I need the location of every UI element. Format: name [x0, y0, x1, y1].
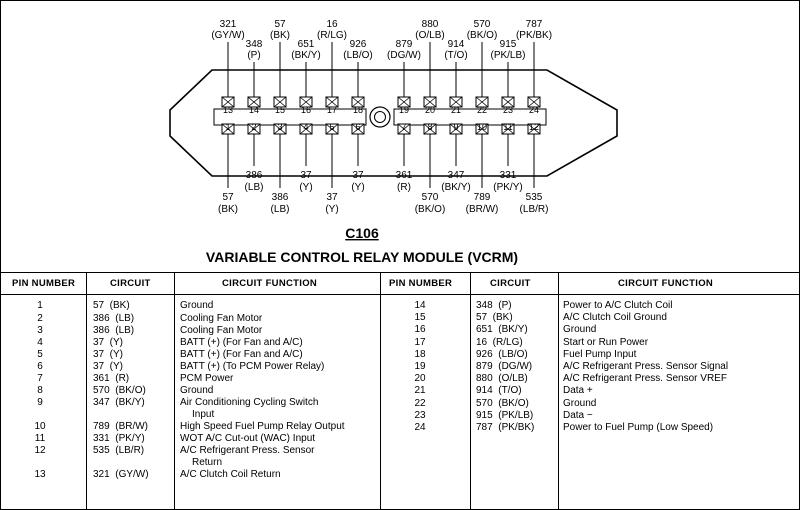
circuit-cell: 880 (O/LB)	[476, 373, 528, 385]
connector-id: C106	[345, 225, 379, 241]
wire-color-label: (BK/Y)	[291, 50, 321, 61]
circuit-cell: 386 (LB)	[93, 313, 135, 324]
function-text: Ground	[563, 324, 597, 336]
circuit-function-cell	[180, 397, 318, 421]
function-text: A/C Refrigerant Press. Sensor	[180, 445, 315, 456]
pin-20	[415, 19, 444, 115]
wire-color-label: (PK/BK)	[515, 30, 553, 41]
function-text: A/C Clutch Coil Return	[180, 469, 281, 480]
pin-table	[0, 272, 800, 509]
function-text: Cooling Fan Motor	[180, 313, 263, 324]
circuit-function-cell	[180, 421, 345, 433]
pin-number-label: 24	[528, 105, 540, 115]
circuit-number-label: 37	[326, 192, 338, 203]
circuit-cell: 915 (PK/LB)	[476, 409, 534, 421]
circuit-cell: 57 (BK)	[476, 312, 513, 324]
pin-number-cell: 22	[414, 397, 426, 409]
pin-2	[245, 122, 264, 193]
pin-number-cell: 6	[37, 361, 43, 372]
circuit-number-label: 926	[349, 39, 367, 50]
circuit-number-label: 386	[245, 170, 263, 181]
pin-number-cell: 8	[37, 385, 43, 396]
wire-color-label: (R)	[397, 182, 411, 193]
circuit-function-cell	[563, 349, 636, 361]
function-text: A/C Clutch Coil Ground	[563, 312, 667, 324]
circuit-cell: 926 (LB/O)	[476, 348, 528, 360]
circuit-function-cell	[180, 349, 303, 361]
pin-14	[246, 39, 263, 115]
header-pin-number: PIN NUMBER	[12, 278, 76, 289]
pin-1	[218, 122, 238, 215]
circuit-function-cell	[180, 373, 233, 385]
pin-number-label: 10	[476, 122, 488, 132]
circuit-cell: 386 (LB)	[93, 325, 135, 336]
wire-color-label: (P)	[247, 50, 261, 61]
table-top-border	[0, 272, 800, 273]
header-circuit-function: CIRCUIT FUNCTION	[618, 278, 714, 289]
pin-number-label: 13	[222, 105, 234, 115]
wire-color-label: (BK/O)	[466, 30, 498, 41]
pin-number-cell: 12	[34, 445, 46, 456]
pin-number-label: 9	[453, 122, 459, 132]
pin-16	[291, 39, 320, 115]
wire-color-label: (BK)	[218, 204, 238, 215]
circuit-number-label: 347	[447, 170, 465, 181]
pin-number-label: 22	[476, 105, 488, 115]
circuit-function-cell	[180, 469, 281, 481]
wire-color-label: (Y)	[351, 182, 365, 193]
circuit-cell: 37 (Y)	[93, 361, 124, 372]
circuit-cell: 535 (LB/R)	[93, 445, 145, 456]
function-text: Ground	[180, 385, 214, 396]
circuit-number-label: 331	[499, 170, 517, 181]
circuit-cell: 348 (P)	[476, 300, 512, 311]
pin-number-cell: 5	[37, 349, 43, 360]
pin-17	[317, 19, 347, 115]
circuit-number-label: 570	[421, 192, 439, 203]
circuit-function-cell	[563, 373, 727, 385]
circuit-function-cell	[180, 385, 213, 397]
circuit-cell: 331 (PK/Y)	[93, 433, 145, 444]
circuit-function-cell	[563, 422, 713, 434]
circuit-number-label: 361	[395, 170, 413, 181]
pin-number-label: 12	[528, 122, 540, 132]
pin-number-cell: 15	[414, 312, 426, 324]
pin-number-cell: 21	[414, 385, 426, 397]
function-text: Power to A/C Clutch Coil	[563, 300, 673, 311]
circuit-cell: 570 (BK/O)	[476, 397, 529, 409]
header-circuit: CIRCUIT	[490, 278, 531, 289]
function-text: High Speed Fuel Pump Relay Output	[180, 421, 345, 432]
wire-color-label: (LB)	[270, 204, 290, 215]
pin-number-cell: 13	[34, 469, 46, 480]
circuit-number-label: 880	[421, 19, 439, 30]
circuit-cell: 570 (BK/O)	[93, 385, 146, 396]
pin-18	[343, 39, 372, 115]
wire-color-label: (PK/Y)	[493, 182, 523, 193]
wire-color-label: (BK)	[270, 30, 290, 41]
pin-19	[387, 39, 421, 115]
pin-22	[467, 19, 498, 115]
col-divider	[470, 272, 471, 509]
function-text: BATT (+) (For Fan and A/C)	[180, 349, 303, 360]
module-title: VARIABLE CONTROL RELAY MODULE (VCRM)	[205, 249, 519, 265]
pin-number-label: 1	[225, 122, 231, 132]
pin-9	[441, 122, 470, 193]
circuit-function-cell	[563, 337, 648, 349]
wire-color-label: (Y)	[299, 182, 313, 193]
wire-color-label: (BK/O)	[414, 204, 446, 215]
circuit-cell: 914 (T/O)	[476, 385, 522, 397]
circuit-function-cell	[563, 361, 728, 373]
circuit-function-cell	[563, 398, 596, 410]
pin-number-cell: 17	[414, 336, 426, 348]
circuit-function-cell	[180, 325, 262, 337]
function-text: Data −	[563, 409, 593, 421]
pin-number-label: 14	[248, 105, 260, 115]
circuit-function-cell	[180, 433, 315, 445]
circuit-function-cell	[563, 385, 593, 397]
circuit-function-cell	[563, 324, 596, 336]
col-divider	[380, 272, 381, 509]
pin-24	[516, 19, 552, 115]
circuit-number-label: 321	[219, 19, 237, 30]
function-text-continued: Return	[192, 457, 223, 468]
pin-number-cell: 24	[414, 422, 426, 433]
circuit-cell: 321 (GY/W)	[93, 469, 149, 480]
pin-number-label: 4	[303, 122, 309, 132]
circuit-number-label: 57	[222, 192, 234, 203]
wire-color-label: (LB)	[244, 182, 264, 193]
col-divider	[86, 272, 87, 509]
pin-number-cell: 4	[37, 337, 43, 348]
circuit-number-label: 570	[473, 19, 491, 30]
wire-color-label: (LB/O)	[343, 50, 373, 61]
circuit-number-label: 348	[245, 39, 263, 50]
circuit-number-label: 915	[499, 39, 517, 50]
pin-15	[270, 19, 290, 115]
pin-7	[396, 122, 413, 193]
function-text: Power to Fuel Pump (Low Speed)	[563, 422, 714, 433]
pin-number-label: 6	[355, 122, 361, 132]
circuit-number-label: 651	[297, 39, 315, 50]
circuit-number-label: 57	[274, 19, 286, 30]
pin-number-label: 2	[251, 122, 257, 132]
circuit-cell: 37 (Y)	[93, 349, 124, 360]
function-text: Fuel Pump Input	[563, 348, 637, 360]
pin-number-label: 3	[277, 122, 283, 132]
function-text: Start or Run Power	[563, 336, 649, 348]
wire-color-label: (BR/W)	[465, 204, 499, 215]
circuit-function-cell	[563, 300, 673, 312]
function-text: Data +	[563, 385, 593, 397]
circuit-number-label: 789	[473, 192, 491, 203]
pin-number-cell: 19	[414, 361, 426, 372]
pin-6	[351, 122, 364, 193]
circuit-function-cell	[180, 313, 262, 325]
circuit-cell: 37 (Y)	[93, 337, 124, 348]
function-text: Cooling Fan Motor	[180, 325, 263, 336]
circuit-cell: 347 (BK/Y)	[93, 397, 145, 408]
circuit-function-cell	[563, 410, 593, 422]
center-bolt-outer	[370, 107, 390, 127]
function-text: Ground	[563, 397, 597, 409]
wire-color-label: (DG/W)	[387, 50, 421, 61]
pin-number-label: 16	[300, 105, 312, 115]
function-text: PCM Power	[180, 373, 234, 384]
circuit-cell: 651 (BK/Y)	[476, 324, 528, 336]
pin-number-cell: 14	[414, 300, 426, 311]
circuit-function-cell	[180, 445, 315, 469]
pin-number-label: 5	[329, 122, 335, 132]
function-text: BATT (+) (For Fan and A/C)	[180, 337, 303, 348]
pin-number-cell: 16	[414, 324, 426, 336]
wire-color-label: (GY/W)	[211, 30, 245, 41]
circuit-cell: 787 (PK/BK)	[476, 422, 535, 433]
function-text-continued: Input	[192, 409, 215, 420]
pin-number-label: 17	[326, 105, 338, 115]
function-text: A/C Refrigerant Press. Sensor Signal	[563, 361, 729, 372]
wire-color-label: (LB/R)	[519, 204, 549, 215]
circuit-cell: 879 (DG/W)	[476, 361, 533, 372]
circuit-function-cell	[180, 300, 213, 312]
pin-number-label: 15	[274, 105, 286, 115]
pin-3	[271, 122, 290, 215]
pin-number-cell: 11	[34, 433, 46, 444]
pin-8	[415, 122, 446, 215]
circuit-number-label: 914	[447, 39, 465, 50]
header-pin-number: PIN NUMBER	[389, 278, 453, 289]
function-text: BATT (+) (To PCM Power Relay)	[180, 361, 325, 372]
center-bolt-inner	[375, 112, 386, 123]
pin-number-cell: 2	[37, 313, 43, 324]
header-circuit: CIRCUIT	[110, 278, 151, 289]
circuit-cell: 361 (R)	[93, 373, 130, 384]
circuit-number-label: 535	[525, 192, 543, 203]
pin-13	[211, 19, 244, 115]
pin-10	[466, 122, 499, 215]
circuit-cell: 57 (BK)	[93, 300, 130, 311]
col-divider	[174, 272, 175, 509]
pin-number-label: 20	[424, 105, 436, 115]
function-text: Air Conditioning Cycling Switch	[180, 397, 319, 408]
pin-number-cell: 20	[414, 373, 426, 385]
pin-5	[325, 122, 338, 215]
wire-color-label: (BK/Y)	[441, 182, 471, 193]
pin-12	[520, 122, 549, 215]
circuit-number-label: 787	[525, 19, 543, 30]
pin-number-cell: 7	[37, 373, 43, 384]
table-header-divider	[0, 294, 800, 295]
pin-number-label: 11	[503, 122, 513, 132]
pin-number-cell: 10	[34, 421, 46, 432]
function-text: WOT A/C Cut-out (WAC) Input	[180, 433, 316, 444]
circuit-function-cell	[563, 312, 667, 324]
pin-number-cell: 3	[37, 325, 43, 336]
pin-number-cell: 23	[414, 409, 426, 421]
pin-number-label: 7	[401, 122, 407, 132]
function-text: Ground	[180, 300, 214, 311]
wire-color-label: (Y)	[325, 204, 339, 215]
pin-number-label: 8	[427, 122, 433, 132]
pin-number-label: 23	[502, 105, 514, 115]
circuit-number-label: 386	[271, 192, 289, 203]
circuit-number-label: 37	[352, 170, 364, 181]
wire-color-label: (O/LB)	[415, 30, 445, 41]
circuit-number-label: 37	[300, 170, 312, 181]
pin-number-cell: 18	[414, 348, 426, 360]
connector-inner-right	[394, 109, 546, 125]
connector-inner-left	[214, 109, 366, 125]
col-divider	[558, 272, 559, 509]
pin-number-label: 21	[450, 105, 462, 115]
circuit-function-cell	[180, 337, 303, 349]
wire-color-label: (R/LG)	[317, 30, 347, 41]
pin-number-label: 19	[398, 105, 410, 115]
function-text: A/C Refrigerant Press. Sensor VREF	[563, 373, 727, 385]
circuit-number-label: 16	[326, 19, 338, 30]
pin-23	[490, 39, 525, 115]
pin-number-cell: 1	[37, 300, 43, 311]
pin-11	[493, 122, 522, 193]
header-circuit-function: CIRCUIT FUNCTION	[222, 278, 318, 289]
circuit-number-label: 879	[395, 39, 413, 50]
pin-number-cell: 9	[37, 397, 43, 408]
pin-number-label: 18	[352, 105, 364, 115]
circuit-cell: 16 (R/LG)	[476, 336, 523, 348]
wire-color-label: (PK/LB)	[490, 50, 526, 61]
wire-color-label: (T/O)	[444, 50, 468, 61]
pin-21	[444, 39, 467, 115]
pin-4	[299, 122, 312, 193]
circuit-cell: 789 (BR/W)	[93, 421, 149, 432]
circuit-function-cell	[180, 361, 324, 373]
